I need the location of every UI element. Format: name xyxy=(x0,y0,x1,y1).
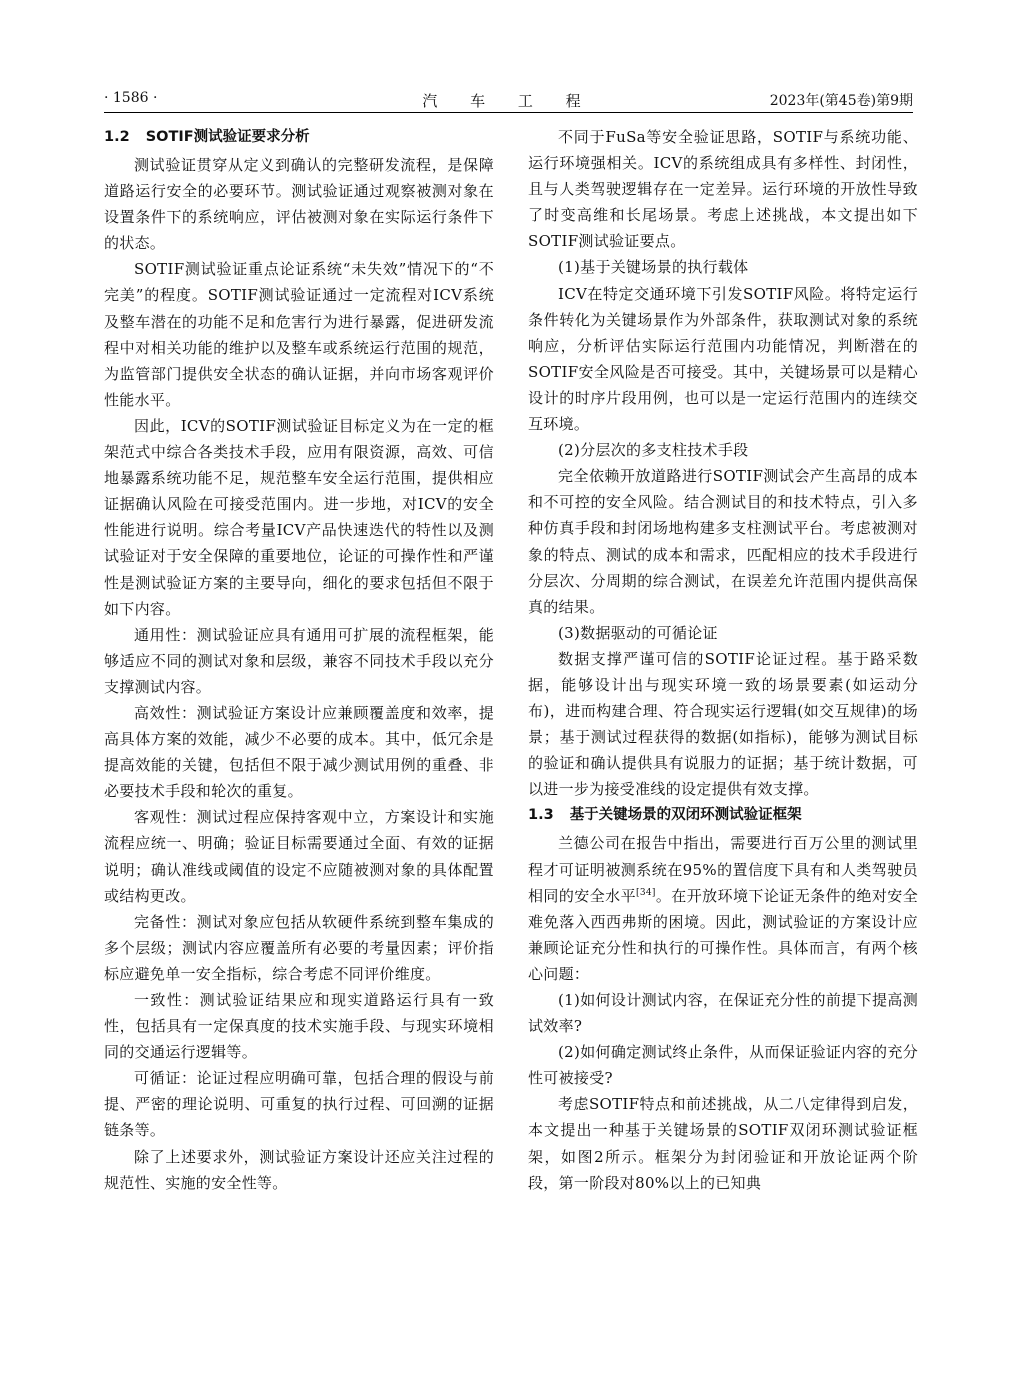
section-number: 1.2 xyxy=(104,129,130,145)
section-title: SOTIF测试验证要求分析 xyxy=(145,129,310,145)
paragraph: 数据支撑严谨可信的SOTIF论证过程。基于路采数据，能够设计出与现实环境一致的场景要素(如运动分布)，进而构建合理、符合现实运行逻辑(如交互规律)的场景；基于测试过程获得的数据(如指标)，能够为测试目标的验证和确认提供具有说服力的证据；基于统计数据，可以进一步为接受准线的设定提供有效支撑。 xyxy=(528,649,918,799)
list-heading: (2)分层次的多支柱技术手段 xyxy=(558,441,749,460)
running-header xyxy=(104,88,913,113)
section-number: 1.3 xyxy=(528,807,554,824)
paragraph: 不同于FuSa等安全验证思路，SOTIF与系统功能、运行环境强相关。ICV的系统组成具有多样性、封闭性，且与人类驾驶逻辑存在一定差异。运行环境的开放性导致了时变高维和长尾场景。考虑上述挑战，本文提出如下SOTIF测试验证要点。 xyxy=(528,128,918,251)
question: (2)如何确定测试终止条件，从而保证验证内容的充分性可被接受? xyxy=(528,1043,918,1088)
left-column xyxy=(104,124,494,1196)
section-heading-1-3 xyxy=(528,802,918,828)
paragraph: 客观性：测试过程应保持客观中立，方案设计和实施流程应统一、明确；验证目标需要通过全面、有效的证据说明；确认准线或阈值的设定不应随被测对象的具体配置或结构更改。 xyxy=(104,808,494,905)
paragraph-text: 。在开放环境下论证无条件的绝对安全难免落入西西弗斯的困境。因此，测试验证的方案设计应兼顾论证充分性和执行的可操作性。具体而言，有两个核心问题： xyxy=(528,886,918,983)
issue-info: 2023年(第45卷)第9期 xyxy=(769,93,913,109)
paragraph: SOTIF测试验证重点论证系统“未失效”情况下的“不完美”的程度。SOTIF测试验证通过一定流程对ICV系统及整车潜在的功能不足和危害行为进行暴露，促进研发流程中对相关功能的维护以及整车或系统运行范围的规范，为监管部门提供安全状态的确认证据，并向市场客观评价性能水平。 xyxy=(104,260,494,409)
paragraph-text: 兰德公司在报告中指出，需要进行百万公里的测试里程才可证明被测系统在95%的置信度下具有和人类驾驶员相同的安全水平 xyxy=(528,834,918,905)
right-column xyxy=(528,124,918,1196)
paragraph: 考虑SOTIF特点和前述挑战，从二八定律得到启发，本文提出一种基于关键场景的SOTIF双闭环测试验证框架，如图2所示。框架分为封闭验证和开放论证两个阶段，第一阶段对80%以上的已知典 xyxy=(528,1095,918,1192)
list-heading: (1)基于关键场景的执行载体 xyxy=(558,258,749,277)
paragraph: 通用性：测试验证应具有通用可扩展的流程框架，能够适应不同的测试对象和层级，兼容不同技术手段以充分支撑测试内容。 xyxy=(104,625,494,696)
paragraph: 高效性：测试验证方案设计应兼顾覆盖度和效率，提高具体方案的效能，减少不必要的成本。其中，低冗余是提高效能的关键，包括但不限于减少测试用例的重叠、非必要技术手段和轮次的重复。 xyxy=(104,703,494,801)
paragraph: 因此，ICV的SOTIF测试验证目标定义为在一定的框架范式中综合各类技术手段，应用有限资源，高效、可信地暴露系统功能不足，规范整车安全运行范围，提供相应证据确认风险在可接受范围内。进一步地，对ICV的安全性能进行说明。综合考量ICV产品快速迭代的特性以及测试验证对于安全保障的重要地位，论证的可操作性和严谨性是测试验证方案的主要导向，细化的要求包括但不限于如下内容。 xyxy=(104,416,494,618)
paragraph: 完全依赖开放道路进行SOTIF测试会产生高昂的成本和不可控的安全风险。结合测试目的和技术特点，引入多种仿真手段和封闭场地构建多支柱测试平台。考虑被测对象的特点、测试的成本和需求，匹配相应的技术手段进行分层次、分周期的综合测试，在误差允许范围内提供高保真的结果。 xyxy=(528,467,918,616)
journal-name: 汽 车 工 程 xyxy=(422,92,595,110)
paragraph: ICV在特定交通环境下引发SOTIF风险。将特定运行条件转化为关键场景作为外部条件，获取测试对象的系统响应，分析评估实际运行范围内功能情况，判断潜在的SOTIF安全风险是否可接受。其中，关键场景可以是精心设计的时序片段用例，也可以是一定运行范围内的连续交互环境。 xyxy=(528,284,918,434)
section-title: 基于关键场景的双闭环测试验证框架 xyxy=(569,807,802,824)
page-number: · 1586 · xyxy=(104,90,158,106)
paragraph: 可循证：论证过程应明确可靠，包括合理的假设与前提、严密的理论说明、可重复的执行过程、可回溯的证据链条等。 xyxy=(104,1069,494,1140)
list-heading: (3)数据驱动的可循论证 xyxy=(558,623,718,642)
question: (1)如何设计测试内容，在保证充分性的前提下提高测试效率? xyxy=(528,991,918,1036)
paragraph: 除了上述要求外，测试验证方案设计还应关注过程的规范性、实施的安全性等。 xyxy=(104,1147,494,1192)
citation-reference[interactable]: [34] xyxy=(636,887,656,898)
paragraph-with-citation xyxy=(528,830,918,987)
paragraph: 完备性：测试对象应包括从软硬件系统到整车集成的多个层级；测试内容应覆盖所有必要的考量因素；评价指标应避免单一安全指标，综合考虑不同评价维度。 xyxy=(104,912,494,983)
paragraph: 一致性：测试验证结果应和现实道路运行具有一致性，包括具有一定保真度的技术实施手段、与现实环境相同的交通运行逻辑等。 xyxy=(104,991,494,1062)
paragraph: 测试验证贯穿从定义到确认的完整研发流程，是保障道路运行安全的必要环节。测试验证通过观察被测对象在设置条件下的系统响应，评估被测对象在实际运行条件下的状态。 xyxy=(104,156,494,253)
section-heading-1-2 xyxy=(104,124,494,150)
